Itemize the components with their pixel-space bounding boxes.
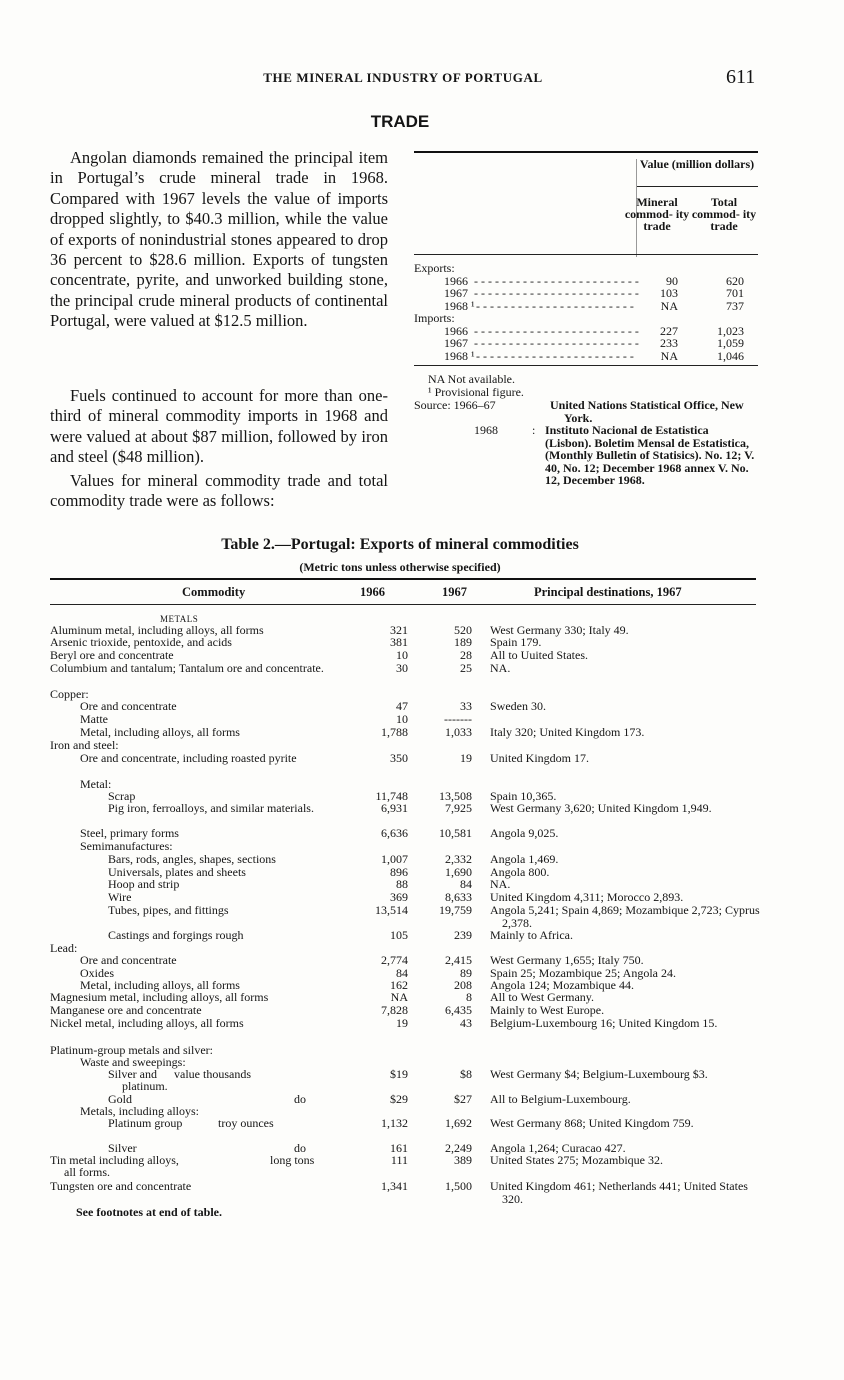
value-group-header: Value (million dollars) <box>639 157 755 171</box>
total-trade-header: Total commod- ity trade <box>691 195 757 233</box>
table-bottom-rule <box>414 365 758 366</box>
table-row: Imports: <box>414 311 455 325</box>
running-title: THE MINERAL INDUSTRY OF PORTUGAL <box>263 70 543 85</box>
table-row: 1967 - - - - - - - - - - - - - - - - - - - - - - - - 103 701 <box>444 286 744 300</box>
table2-subtitle: (Metric tons unless otherwise specified) <box>299 560 501 574</box>
mineral-trade-header: Mineral commod- ity trade <box>624 195 690 233</box>
footnote-provisional: ¹ Provisional figure. <box>428 385 524 399</box>
table-top-rule <box>50 578 756 580</box>
table-row: Exports: <box>414 261 455 275</box>
table-row: 1968 ¹ - - - - - - - - - - - - - - - - - - - - - - - NA 1,046 <box>444 348 744 363</box>
header-rule <box>50 604 756 605</box>
source-note: Source: 1966–67 United Nations Statistical Office, New York. 1968 : Instituto Nacional de Estatistica (Lisbon). Boletim Mensal de Estatistica, (Monthly Bulletin of Statisics). No. 12; V. 40, No. 12; December 1968 annex V. No. 12, December 1968. <box>414 398 755 487</box>
group-rule <box>636 186 758 187</box>
paragraph-1: Angolan diamonds remained the principal item in Portugal’s crude mineral trade in 1968. Compared with 1967 levels the value of imports dropped slightly, to $40.3 million, while the value of exports of nonindustrial stones appeared to drop 36 percent to $28.6 million. Exports of tungsten concentrate, pyrite, and unworked building stone, the principal crude mineral products of continental Portugal, were valued at $12.5 million. <box>50 148 388 331</box>
footnote-na: NA Not available. <box>428 372 515 386</box>
table2-title: Table 2.—Portugal: Exports of mineral commodities <box>221 536 579 553</box>
header-1967: 1967 <box>442 585 467 599</box>
header-1966: 1966 <box>360 585 385 599</box>
table-row: 1968 ¹ - - - - - - - - - - - - - - - - - - - - - - - NA 737 <box>444 298 744 313</box>
header-rule <box>414 254 758 255</box>
header-destinations: Principal destinations, 1967 <box>534 585 682 599</box>
table-row: 1966 - - - - - - - - - - - - - - - - - - - - - - - - 90 620 <box>444 273 744 288</box>
page-number: 611 <box>726 66 756 88</box>
paragraph-3: Values for mineral commodity trade and total commodity trade were as follows: <box>50 471 388 511</box>
table-row: 1966 - - - - - - - - - - - - - - - - - - - - - - - - 227 1,023 <box>444 323 744 338</box>
paragraph-2: Fuels continued to account for more than one-third of mineral commodity imports in 1968 and were valued at about $87 million, followed by iron and steel ($48 million). <box>50 386 388 467</box>
see-footnotes-note: See footnotes at end of table. <box>76 1205 222 1219</box>
table-top-rule <box>414 151 758 153</box>
header-commodity: Commodity <box>182 585 246 599</box>
table-row: 1967 - - - - - - - - - - - - - - - - - - - - - - - - 233 1,059 <box>444 336 744 350</box>
section-heading: TRADE <box>370 112 430 131</box>
